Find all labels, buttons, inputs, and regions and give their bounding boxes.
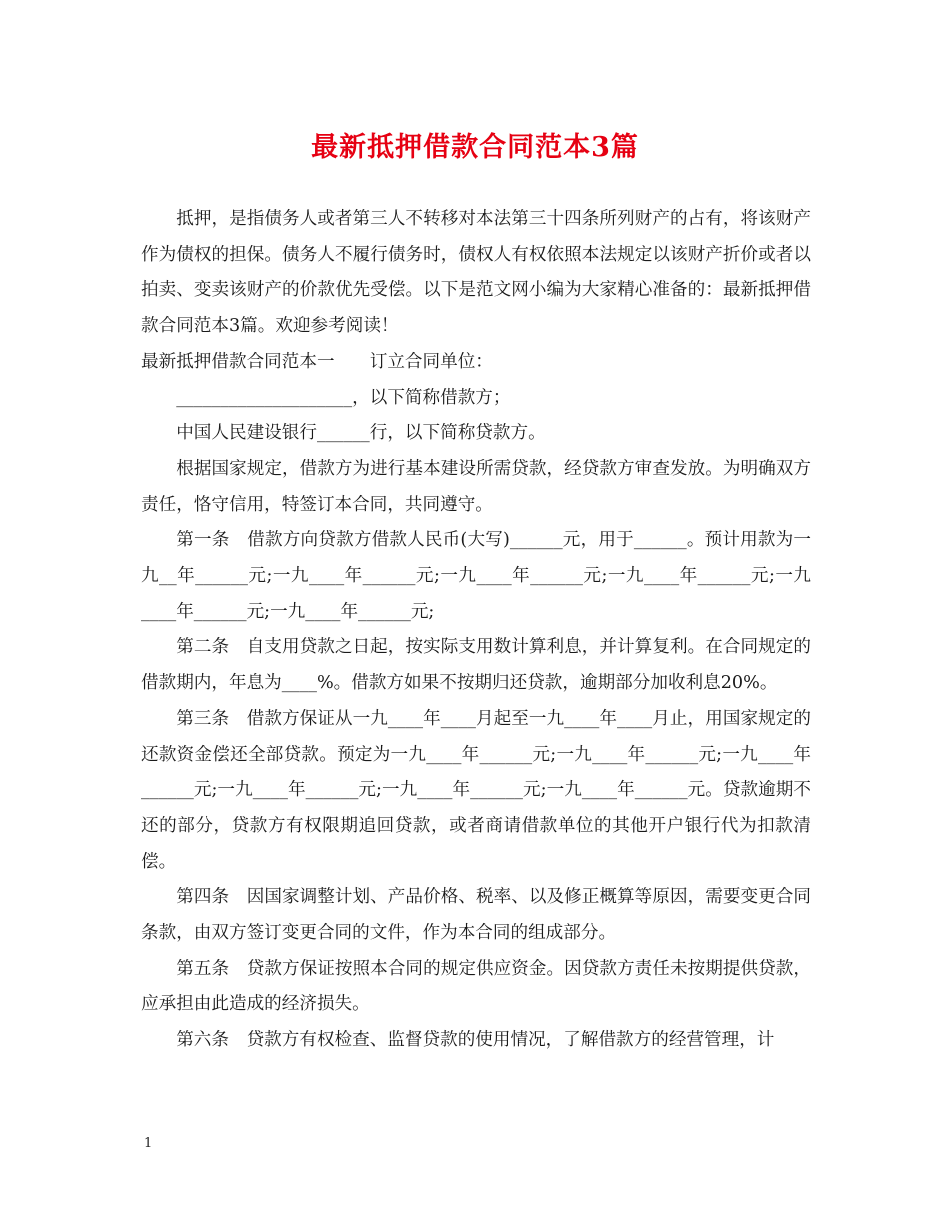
article-5-paragraph: 第五条 贷款方保证按照本合同的规定供应资金。因贷款方责任未按期提供贷款，应承担由此造成的经济损失。 [141, 958, 811, 1015]
article-6-paragraph: 第六条 贷款方有权检查、监督贷款的使用情况，了解借款方的经营管理，计 [176, 1030, 775, 1051]
document-title: 最新抵押借款合同范本3篇 [311, 132, 639, 163]
article-2-paragraph: 第二条 自支用贷款之日起，按实际支用数计算利息，并计算复利。在合同规定的借款期内，年息为____%。借款方如果不按期归还贷款，逾期部分加收利息20%。 [141, 637, 811, 694]
contract-heading-line: 最新抵押借款合同范本一 订立合同单位： [141, 351, 493, 372]
lender-line: 中国人民建设银行______行，以下简称贷款方。 [176, 423, 546, 444]
intro-paragraph: 抵押，是指债务人或者第三人不转移对本法第三十四条所列财产的占有，将该财产作为债权的担保。债务人不履行债务时，债权人有权依照本法规定以该财产折价或者以拍卖、变卖该财产的价款优先受偿。以下是范文网小编为大家精心准备的：最新抵押借款合同范本3篇。欢迎参考阅读！ [141, 209, 811, 337]
document-body [141, 202, 811, 1059]
page-number: 1 [144, 1136, 153, 1151]
article-1-paragraph: 第一条 借款方向贷款方借款人民币(大写)______元，用于______。预计用款为一九__年______元;一九____年______元;一九____年______元;一九____年______元;一九____年______元;一九____年______元; [141, 530, 811, 622]
preamble-paragraph: 根据国家规定，借款方为进行基本建设所需贷款，经贷款方审查发放。为明确双方责任，恪守信用，特签订本合同，共同遵守。 [141, 458, 811, 515]
article-4-paragraph: 第四条 因国家调整计划、产品价格、税率、以及修正概算等原因，需要变更合同条款，由双方签订变更合同的文件，作为本合同的组成部分。 [141, 887, 811, 944]
article-3-paragraph: 第三条 借款方保证从一九____年____月起至一九____年____月止，用国家规定的还款资金偿还全部贷款。预定为一九____年______元;一九____年______元;一九____年______元;一九____年______元;一九____年______元;一九____年______元。贷款逾期不还的部分，贷款方有权限期追回贷款，或者商请借款单位的其他开户银行代为扣款清偿。 [141, 708, 811, 872]
borrower-line: ____________________，以下简称借款方； [176, 387, 511, 408]
